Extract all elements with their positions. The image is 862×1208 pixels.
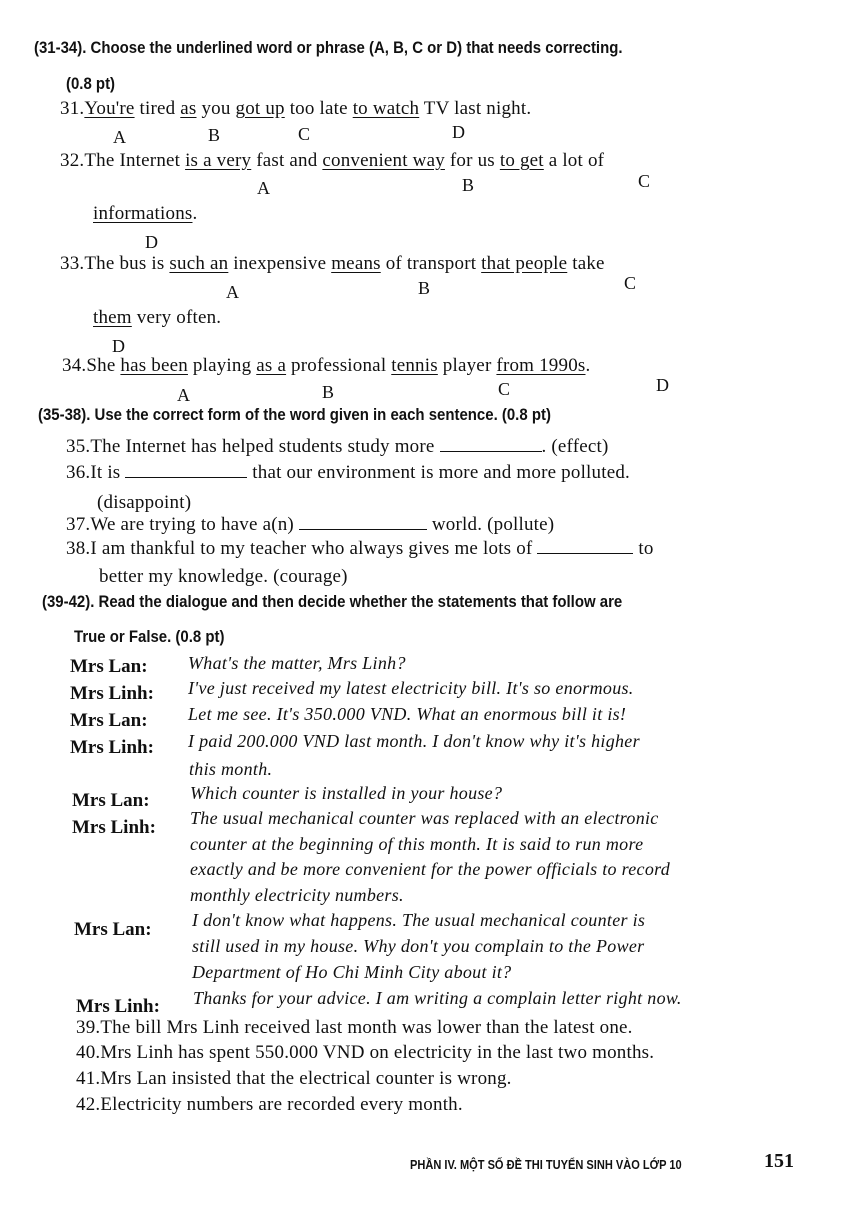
q31-option-c: got up <box>235 98 285 119</box>
q35-text: . (effect) <box>541 436 609 457</box>
q33-option-c: that people <box>481 253 568 274</box>
statement-42 <box>76 1094 463 1116</box>
q37-blank[interactable] <box>299 515 427 530</box>
q32-text: a lot of <box>543 150 605 171</box>
statement-number: 39. <box>76 1017 101 1038</box>
q31-option-d: to watch <box>352 98 420 119</box>
q33-text: very often. <box>131 307 222 328</box>
question-32-line2 <box>93 203 197 225</box>
q32-text: . <box>192 203 198 224</box>
q31-text: too late <box>284 98 353 119</box>
q34-label-b: B <box>322 382 335 402</box>
dialogue-line: still used in my house. Why don't you complain to the Power <box>192 936 645 956</box>
q33-label-c: C <box>624 273 637 293</box>
q34-option-b: as a <box>256 355 287 376</box>
section-points-31-34: (0.8 pt) <box>66 74 116 93</box>
statement-text: Mrs Linh has spent 550.000 VND on electricity in the last two months. <box>100 1042 655 1063</box>
question-36 <box>66 462 630 484</box>
statement-number: 40. <box>76 1042 101 1063</box>
q38-number: 38. <box>66 538 91 559</box>
q38-text: to <box>633 538 654 559</box>
question-38-line2: better my knowledge. (courage) <box>99 566 348 587</box>
dialogue-speaker: Mrs Lan: <box>70 710 148 731</box>
dialogue-speaker: Mrs Lan: <box>72 790 150 811</box>
q32-label-d: D <box>145 232 158 252</box>
q32-option-a: is a very <box>185 150 252 171</box>
statement-number: 41. <box>76 1068 101 1089</box>
question-31 <box>60 98 531 120</box>
statement-40 <box>76 1042 654 1064</box>
statement-41 <box>76 1068 512 1090</box>
q36-number: 36. <box>66 462 91 483</box>
section-heading-39-42: (39-42). Read the dialogue and then decide whether the statements that follow are <box>42 592 623 611</box>
q34-label-c: C <box>498 379 511 399</box>
q35-number: 35. <box>66 436 91 457</box>
q31-option-a: You're <box>84 98 135 119</box>
q32-number: 32. <box>60 150 85 171</box>
q33-label-d: D <box>112 336 125 356</box>
dialogue-line: Thanks for your advice. I am writing a complain letter right now. <box>193 988 682 1008</box>
dialogue-line: counter at the beginning of this month. It is said to run more <box>190 834 644 854</box>
q37-text: We are trying to have a(n) <box>90 514 299 535</box>
dialogue-line: Let me see. It's 350.000 VND. What an enormous bill it is! <box>188 704 627 724</box>
dialogue-line: I've just received my latest electricity bill. It's so enormous. <box>188 678 634 698</box>
q31-label-b: B <box>208 125 221 145</box>
statement-text: Electricity numbers are recorded every month. <box>100 1094 463 1115</box>
q33-text: take <box>567 253 605 274</box>
q34-number: 34. <box>62 355 87 376</box>
dialogue-speaker: Mrs Linh: <box>76 996 160 1017</box>
q36-blank[interactable] <box>125 463 247 478</box>
q38-text: I am thankful to my teacher who always gives me lots of <box>90 538 538 559</box>
dialogue-line: The usual mechanical counter was replaced with an electronic <box>190 808 659 828</box>
q34-text: player <box>437 355 497 376</box>
section-heading-31-34: (31-34). Choose the underlined word or phrase (A, B, C or D) that needs correcting. <box>34 38 623 57</box>
q33-text: of transport <box>380 253 482 274</box>
dialogue-line: this month. <box>189 759 273 779</box>
q33-option-d: them <box>93 307 132 328</box>
statement-39 <box>76 1017 633 1039</box>
question-37 <box>66 514 554 536</box>
q32-label-b: B <box>462 175 475 195</box>
section-heading-35-38: (35-38). Use the correct form of the word given in each sentence. (0.8 pt) <box>38 405 551 424</box>
q31-text: tired <box>134 98 181 119</box>
dialogue-speaker: Mrs Lan: <box>74 919 152 940</box>
q34-option-a: has been <box>120 355 188 376</box>
question-38 <box>66 538 654 560</box>
q33-label-b: B <box>418 278 431 298</box>
q38-blank[interactable] <box>537 539 633 554</box>
question-33 <box>60 253 605 275</box>
q37-text: world. (pollute) <box>426 514 555 535</box>
q31-label-d: D <box>452 122 465 142</box>
question-36-hint: (disappoint) <box>97 492 192 513</box>
q31-label-c: C <box>298 124 311 144</box>
q31-text: TV last night. <box>419 98 532 119</box>
q32-label-c: C <box>638 171 651 191</box>
dialogue-speaker: Mrs Linh: <box>72 817 156 838</box>
q33-option-b: means <box>331 253 381 274</box>
q35-text: The Internet has helped students study more <box>90 436 440 457</box>
dialogue-line: What's the matter, Mrs Linh? <box>188 653 406 673</box>
q36-text: It is <box>90 462 126 483</box>
q34-label-a: A <box>177 385 190 405</box>
q32-option-c: to get <box>499 150 544 171</box>
q34-option-c: tennis <box>391 355 438 376</box>
question-32 <box>60 150 604 172</box>
q34-text: playing <box>187 355 257 376</box>
section-heading-39-42-line2: True or False. (0.8 pt) <box>74 627 225 646</box>
statement-number: 42. <box>76 1094 101 1115</box>
q36-text: that our environment is more and more polluted. <box>247 462 630 483</box>
q31-label-a: A <box>113 127 126 147</box>
q34-option-d: from 1990s <box>496 355 586 376</box>
dialogue-line: I don't know what happens. The usual mechanical counter is <box>192 910 646 930</box>
q32-option-b: convenient way <box>322 150 445 171</box>
q33-number: 33. <box>60 253 85 274</box>
q34-text: She <box>86 355 121 376</box>
q33-text: The bus is <box>84 253 170 274</box>
statement-text: The bill Mrs Linh received last month was lower than the latest one. <box>100 1017 633 1038</box>
dialogue-line: Which counter is installed in your house? <box>190 783 503 803</box>
q32-option-d: informations <box>93 203 193 224</box>
question-35 <box>66 436 609 458</box>
page-number: 151 <box>764 1150 794 1172</box>
question-33-line2 <box>93 307 221 329</box>
q34-text: professional <box>286 355 392 376</box>
q35-blank[interactable] <box>440 437 542 452</box>
q32-text: fast and <box>251 150 323 171</box>
dialogue-speaker: Mrs Linh: <box>70 737 154 758</box>
q31-number: 31. <box>60 98 85 119</box>
q31-text: you <box>196 98 236 119</box>
q34-text: . <box>585 355 591 376</box>
dialogue-line: monthly electricity numbers. <box>190 885 404 905</box>
q33-text: inexpensive <box>228 253 332 274</box>
q32-text: The Internet <box>84 150 186 171</box>
q31-option-b: as <box>180 98 197 119</box>
footer-title: PHẦN IV. MỘT SỐ ĐỀ THI TUYỂN SINH VÀO LỚP 10 <box>410 1157 682 1172</box>
q37-number: 37. <box>66 514 91 535</box>
dialogue-line: exactly and be more convenient for the power officials to record <box>190 859 671 879</box>
q33-option-a: such an <box>169 253 229 274</box>
dialogue-line: I paid 200.000 VND last month. I don't know why it's higher <box>188 731 640 751</box>
dialogue-line: Department of Ho Chi Minh City about it? <box>192 962 512 982</box>
q33-label-a: A <box>226 282 239 302</box>
q32-label-a: A <box>257 178 270 198</box>
statement-text: Mrs Lan insisted that the electrical counter is wrong. <box>100 1068 512 1089</box>
dialogue-speaker: Mrs Lan: <box>70 656 148 677</box>
dialogue-speaker: Mrs Linh: <box>70 683 154 704</box>
q32-text: for us <box>444 150 500 171</box>
question-34 <box>62 355 590 377</box>
q34-label-d: D <box>656 375 669 395</box>
